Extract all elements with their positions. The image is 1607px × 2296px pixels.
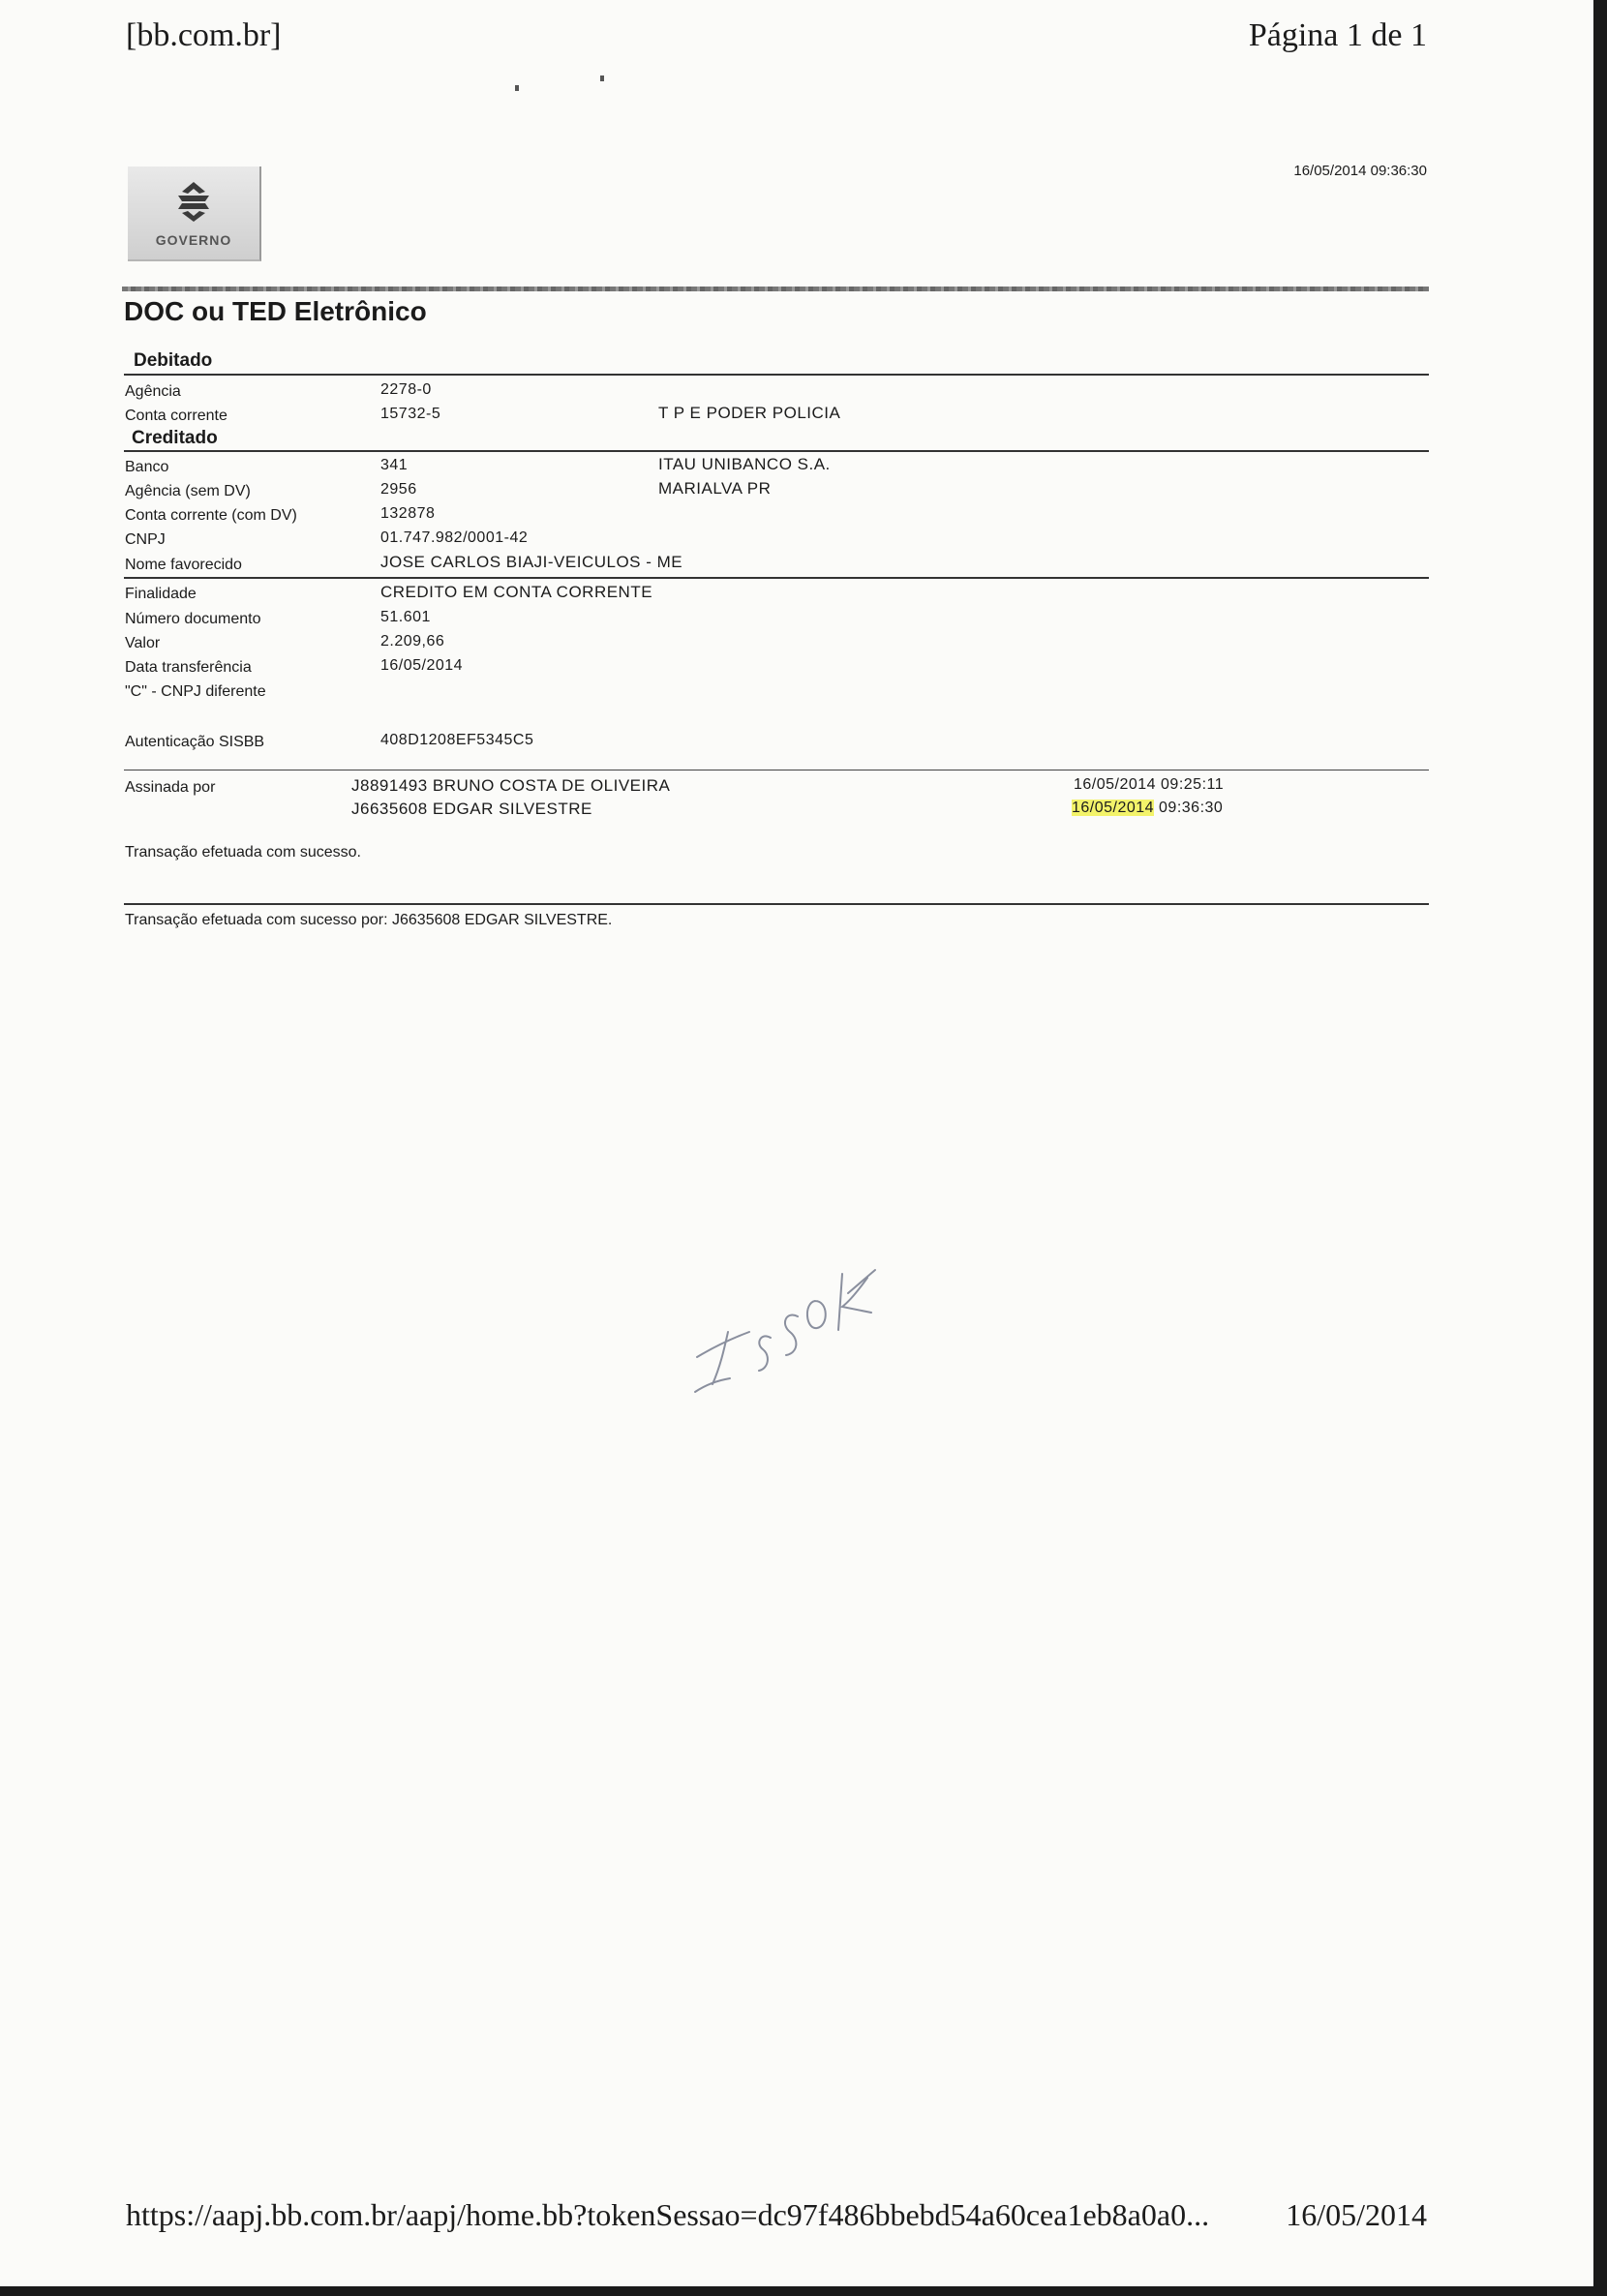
field-value: 2.209,66 (380, 633, 445, 650)
field-label: Agência (sem DV) (125, 483, 251, 499)
signer-timestamp (1074, 776, 1224, 794)
print-timestamp: 16/05/2014 09:36:30 (1293, 163, 1427, 179)
field-value: CREDITO EM CONTA CORRENTE (380, 583, 653, 601)
field-label: Banco (125, 459, 169, 475)
field-label: "C" - CNPJ diferente (125, 683, 266, 700)
field-label: Agência (125, 383, 181, 400)
field-value: 51.601 (380, 609, 431, 625)
signer-time: 09:36:30 (1159, 800, 1224, 816)
divider (124, 374, 1429, 376)
bank-name: ITAU UNIBANCO S.A. (658, 455, 831, 473)
field-label: Conta corrente (125, 408, 227, 424)
field-value: 2956 (380, 481, 417, 498)
account-holder: T P E PODER POLICIA (658, 404, 841, 422)
field-label: Assinada por (125, 779, 216, 796)
field-value: JOSE CARLOS BIAJI-VEICULOS - ME (380, 553, 683, 571)
field-value: 341 (380, 457, 409, 473)
signer-time: 09:25:11 (1161, 776, 1225, 793)
scan-speck (515, 85, 519, 91)
scan-speck (600, 76, 604, 81)
status-message: Transação efetuada com sucesso. (125, 844, 361, 861)
field-value: 16/05/2014 (380, 657, 464, 674)
footer-date: 16/05/2014 (1286, 2197, 1427, 2232)
handwritten-annotation (678, 1249, 891, 1404)
section-creditado: Creditado (132, 428, 218, 448)
field-value: 15732-5 (380, 406, 441, 422)
field-label: CNPJ (125, 531, 166, 548)
signer-timestamp (1072, 800, 1223, 817)
field-label: Valor (125, 635, 161, 651)
field-value: 01.747.982/0001-42 (380, 529, 529, 546)
signer-name: J8891493 BRUNO COSTA DE OLIVEIRA (351, 776, 671, 795)
field-value: 132878 (380, 505, 436, 522)
page-title: DOC ou TED Eletrônico (124, 296, 427, 326)
final-message: Transação efetuada com sucesso por: J6635608 EDGAR SILVESTRE. (125, 912, 613, 928)
signer-name: J6635608 EDGAR SILVESTRE (351, 800, 592, 818)
field-label: Conta corrente (com DV) (125, 507, 297, 524)
governo-logo (128, 166, 261, 261)
header-site: [bb.com.br] (126, 17, 282, 53)
divider (124, 903, 1429, 905)
field-label: Nome favorecido (125, 557, 242, 573)
field-label: Finalidade (125, 586, 197, 602)
logo-caption: GOVERNO (155, 232, 232, 248)
title-rule (122, 287, 1429, 291)
divider (124, 450, 1429, 452)
section-debitado: Debitado (134, 350, 213, 371)
branch-location: MARIALVA PR (658, 479, 772, 498)
field-label: Autenticação SISBB (125, 734, 265, 750)
divider (124, 577, 1429, 579)
bb-logo-icon (172, 180, 215, 223)
field-label: Número documento (125, 611, 261, 627)
authentication-code: 408D1208EF5345C5 (380, 732, 534, 748)
footer-url: https://aapj.bb.com.br/aapj/home.bb?tokenSessao=dc97f486bbebd54a60cea1eb8a0a0... (126, 2197, 1210, 2232)
field-value: 2278-0 (380, 381, 432, 398)
header-page-number: Página 1 de 1 (1248, 17, 1427, 53)
signer-date-highlighted: 16/05/2014 (1072, 800, 1155, 816)
signer-date: 16/05/2014 (1074, 776, 1157, 793)
field-label: Data transferência (125, 659, 252, 676)
